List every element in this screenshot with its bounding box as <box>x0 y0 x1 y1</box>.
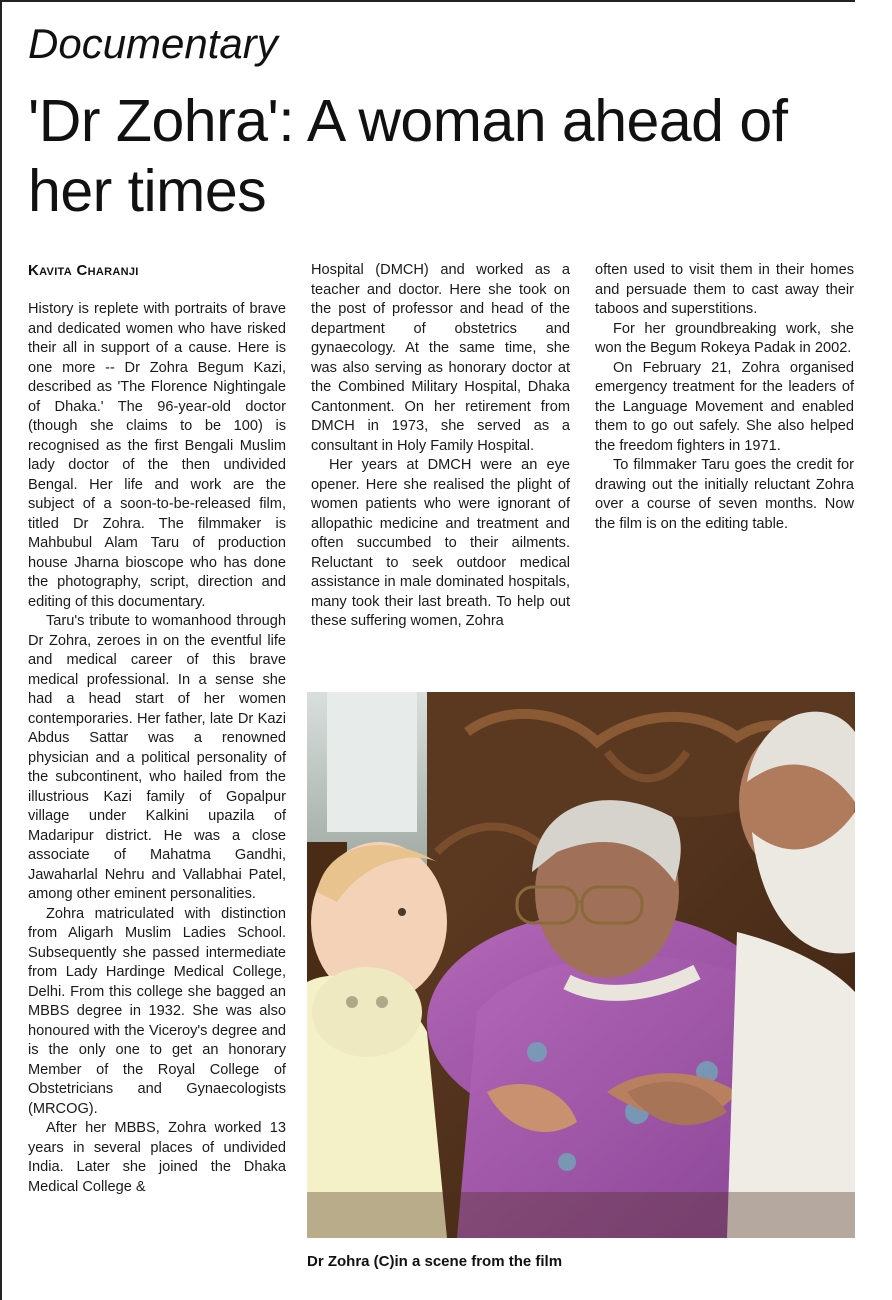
article-column-2 <box>311 261 570 632</box>
paragraph: Zohra matriculated with distinction from Aligarh Muslim Ladies School. Subsequently she passed intermediate from Lady Hardinge Medical College, Delhi. From this college she bagged an MBBS degree in 1932. She was also honoured with the Viceroy's degree and is the only one to get an honorary Member of the Royal College of Obstetricians and Gynaecologists (MRCOG). <box>28 905 286 1117</box>
paragraph: Hospital (DMCH) and worked as a teacher and doctor. Here she took on the post of professor and head of the department of obstetrics and gynaecology. At the same time, she was also serving as honorary doctor at the Combined Military Hospital, Dhaka Cantonment. On her retirement from DMCH in 1973, she served as a consultant in Holy Family Hospital. <box>311 262 570 454</box>
top-rule <box>0 0 855 2</box>
paragraph: often used to visit them in their homes and persuade them to cast away their taboos and superstitions. <box>595 262 854 317</box>
paragraph: Her years at DMCH were an eye opener. Here she realised the plight of women patients who were ignorant of allopathic medicine and treatment and often succumbed to their ailments. Reluctant to seek outdoor medical assistance in male dominated hospitals, many took their last breath. To help out these suffering women, Zohra <box>311 457 570 629</box>
article-column-1 <box>28 300 286 1197</box>
paragraph: On February 21, Zohra organised emergency treatment for the leaders of the Language Movement and enabled them to go out safely. She also helped the freedom fighters in 1971. <box>595 359 854 454</box>
article-column-3 <box>595 261 854 534</box>
left-rule <box>0 0 2 1300</box>
headline: 'Dr Zohra': A woman ahead of her times <box>28 88 788 224</box>
paragraph: History is replete with portraits of brave and dedicated women who have risked their all in support of a cause. Here is one more -- Dr Zohra Begum Kazi, described as 'The Florence Nightingale of Dhaka.' The 96-year-old doctor (though she claims to be 100) is recognised as the first Bengali Muslim lady doctor of the then undivided Bengal. Her life and work are the subject of a soon-to-be-released film, titled Dr Zohra. The filmmaker is Mahbubul Alam Taru of production house Jharna bioscope who has done the photography, script, direction and editing of this documentary. <box>28 301 286 610</box>
paragraph: For her groundbreaking work, she won the Begum Rokeya Padak in 2002. <box>595 320 854 356</box>
section-label: Documentary <box>28 20 278 67</box>
paragraph: Taru's tribute to womanhood through Dr Zohra, zeroes in on the eventful life and medical career of this brave medical professional. In a sense she had a head start of her women contemporaries. Her father, late Dr Kazi Abdus Sattar was a renowned physician and a political personality of the subcontinent, who hailed from the illustrious Kazi family of Gopalpur village under Kalkini upazila of Madaripur district. He was a close associate of Mahatma Gandhi, Jawaharlal Nehru and Vallabhai Patel, among other eminent personalities. <box>28 613 286 902</box>
photo-caption: Dr Zohra (C)in a scene from the film <box>307 1253 563 1270</box>
film-still-photo <box>307 692 855 1238</box>
paragraph: After her MBBS, Zohra worked 13 years in several places of undivided India. Later she joined the Dhaka Medical College & <box>28 1120 286 1195</box>
photo-illustration <box>307 692 855 1238</box>
byline: Kavita Charanji <box>28 262 139 279</box>
paragraph: To filmmaker Taru goes the credit for drawing out the initially reluctant Zohra over a course of seven months. Now the film is on the editing table. <box>595 457 854 532</box>
